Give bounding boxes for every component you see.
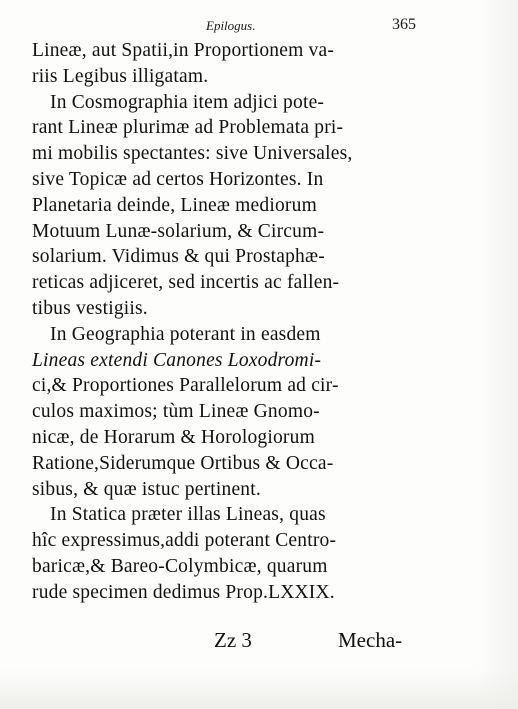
page-number: 365: [392, 16, 416, 33]
text-line: solarium. Vidimus & qui Prostaphæ-: [32, 246, 325, 268]
text-line: tibus vestigiis.: [32, 297, 148, 319]
page-footer: [0, 626, 518, 656]
text-line: culos maximos; tùm Lineæ Gnomo-: [32, 401, 320, 423]
text-line: sive Topicæ ad certos Horizontes. In: [32, 168, 324, 190]
text-line: Planetaria deinde, Lineæ mediorum: [32, 194, 317, 216]
text-line: hîc expressimus,addi poterant Centro-: [32, 530, 337, 552]
body-text: [32, 38, 422, 606]
text-line: In Statica præter illas Lineas, quas: [50, 504, 326, 526]
page-header: [0, 18, 518, 38]
signature-mark: Zz 3: [214, 628, 252, 652]
text-line: Lineas extendi Canones Loxodromi-: [32, 349, 322, 371]
text-line: reticas adjiceret, sed incertis ac fallen-: [32, 272, 340, 294]
text-line: nicæ, de Horarum & Horologiorum: [32, 426, 315, 448]
text-line: ci,& Proportiones Parallelorum ad cir-: [32, 375, 339, 397]
text-line: riis Legibus illigatam.: [32, 65, 209, 87]
text-line: sibus, & quæ istuc pertinent.: [32, 478, 261, 500]
text-line: In Cosmographia item adjici pote-: [50, 91, 325, 113]
text-line: Lineæ, aut Spatii,in Proportionem va-: [32, 40, 335, 61]
page-bottom-shading: [0, 669, 518, 709]
text-line: Motuum Lunæ-solarium, & Circum-: [32, 220, 325, 242]
text-line: baricæ,& Bareo-Colymbicæ, quarum: [32, 555, 328, 577]
text-line: Ratione,Siderumque Ortibus & Occa-: [32, 452, 334, 474]
text-line: mi mobilis spectantes: sive Universales,: [32, 143, 353, 165]
text-line: rant Lineæ plurimæ ad Problemata pri-: [32, 117, 344, 139]
text-line: rude specimen dedimus Prop.LXXIX.: [32, 581, 335, 603]
text-line: In Geographia poterant in easdem: [50, 323, 321, 345]
page-edge-shading: [478, 0, 518, 709]
running-head: Epilogus.: [206, 18, 256, 33]
catchword: Mecha-: [338, 628, 403, 652]
